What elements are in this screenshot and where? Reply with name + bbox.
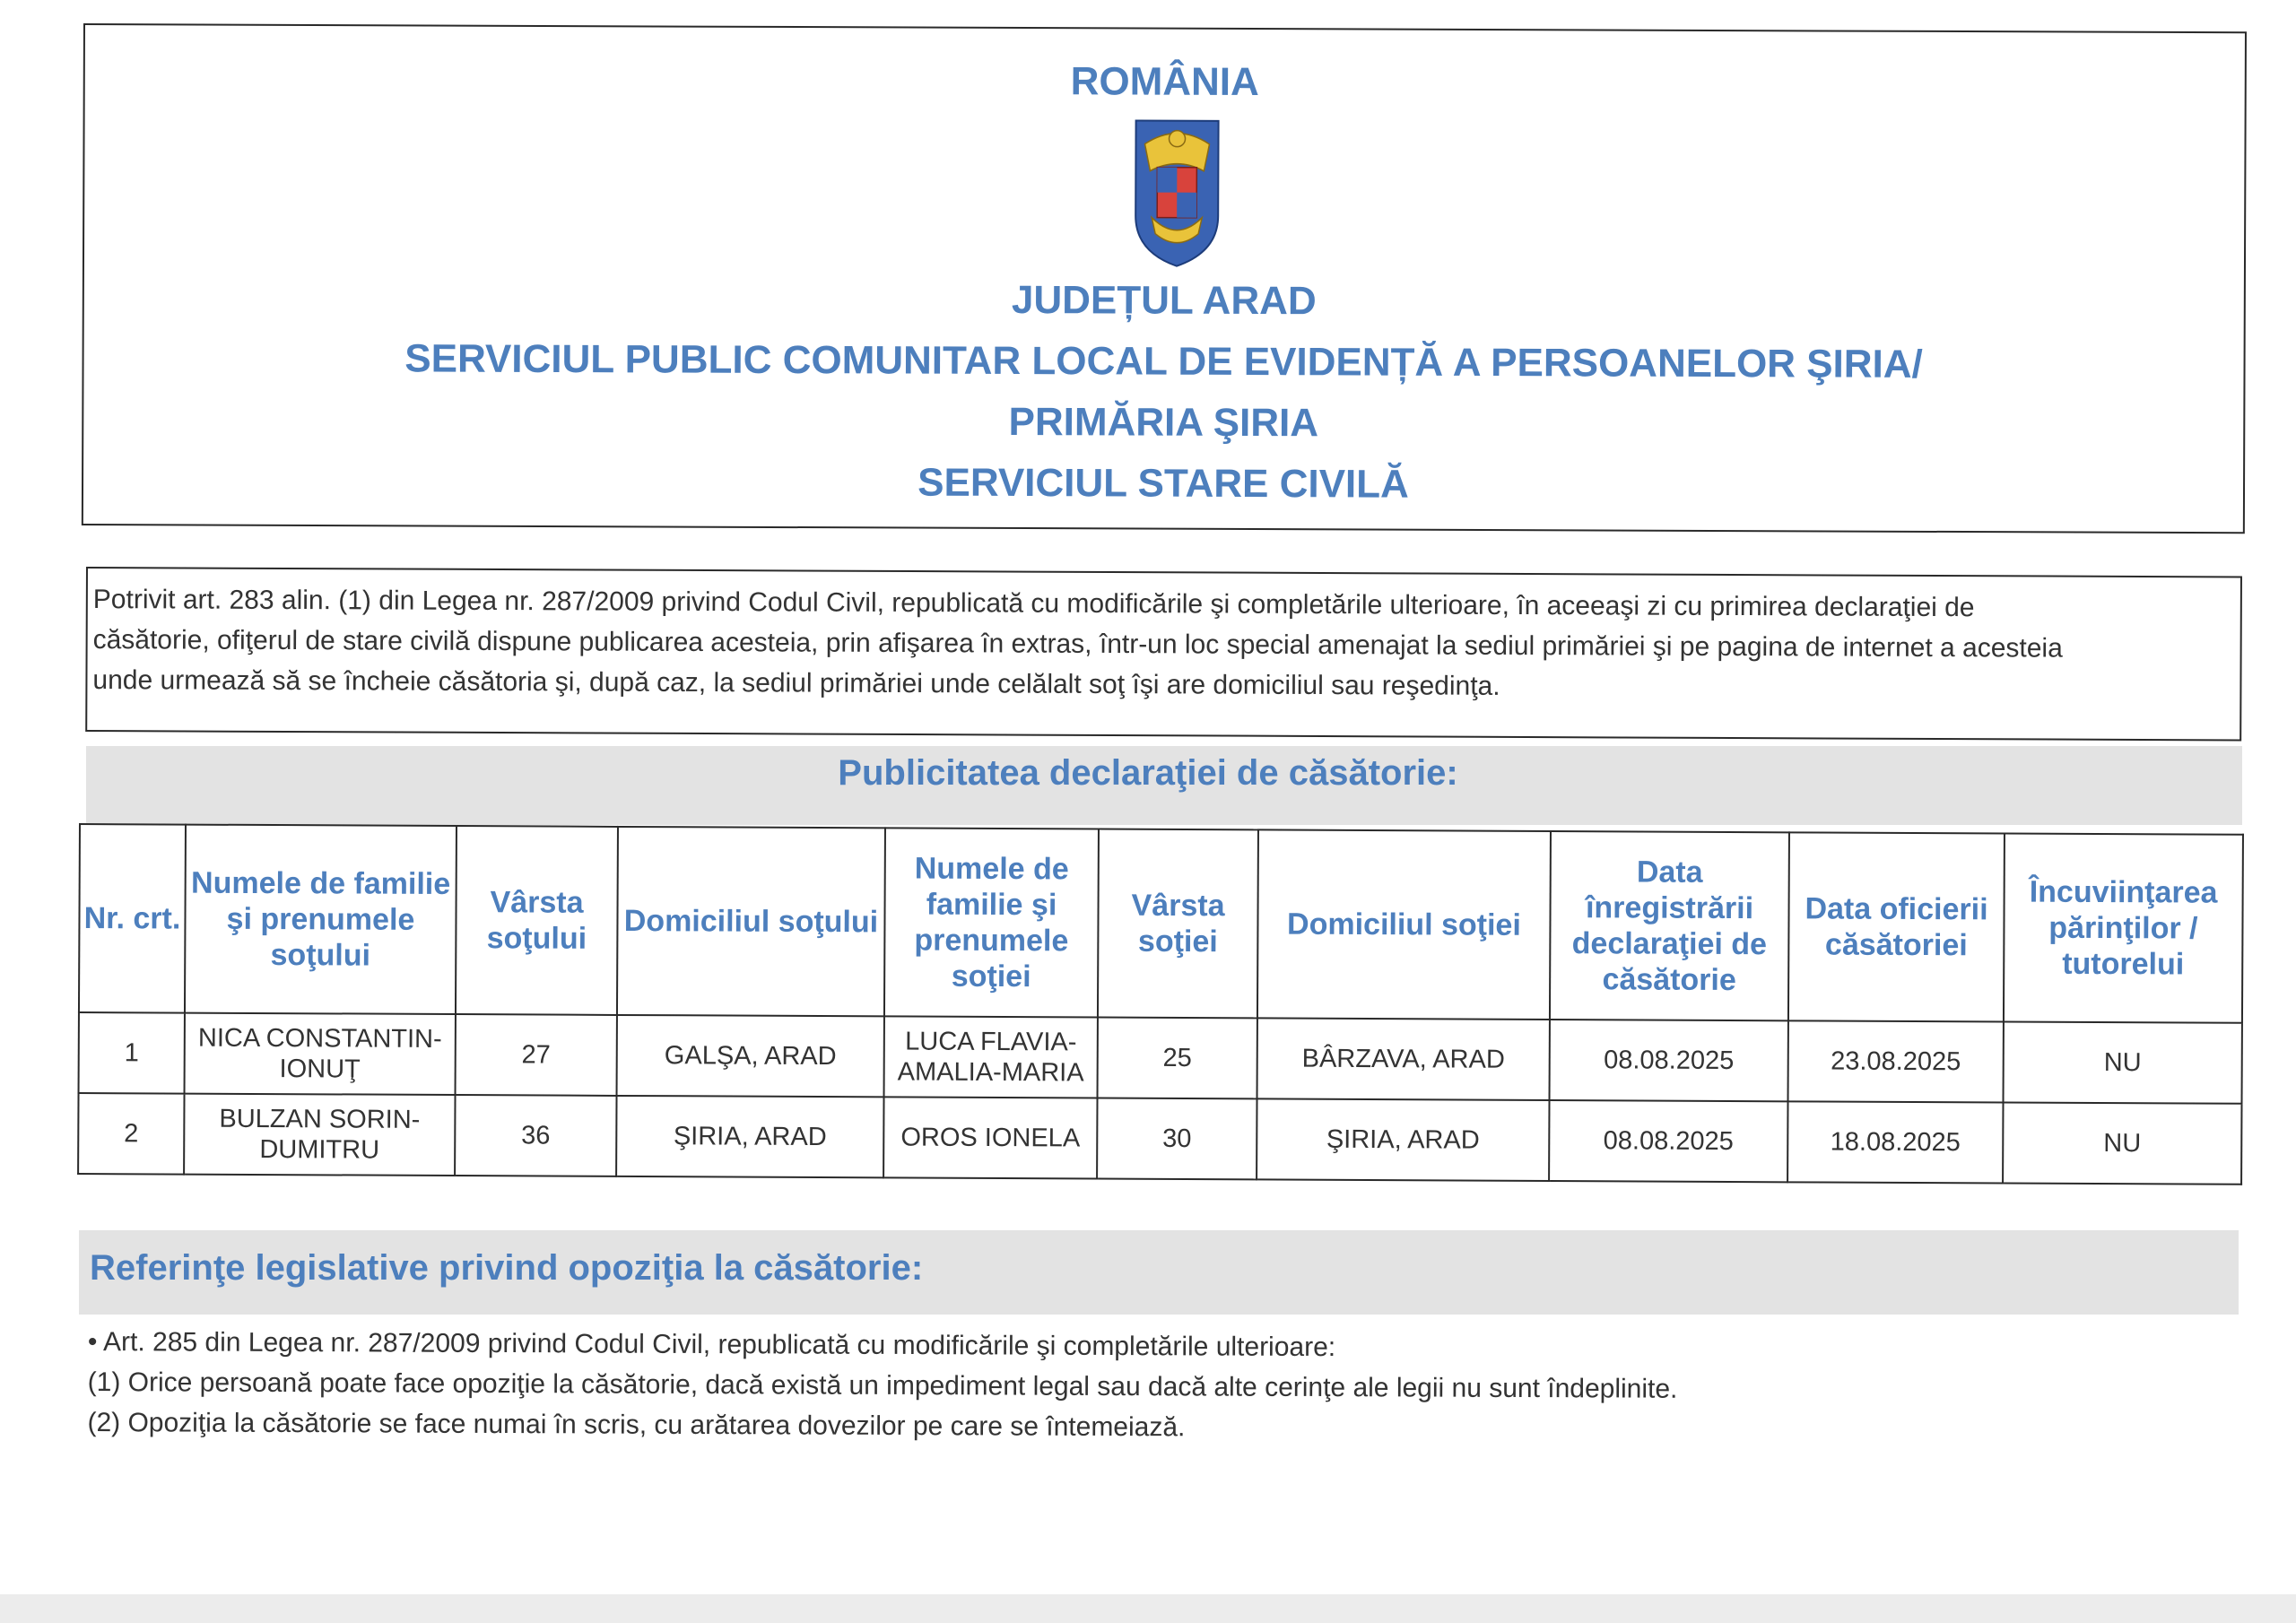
cell-husband-name: BULZAN SORIN-DUMITRU bbox=[184, 1094, 455, 1176]
header-wife-name: Numele de familie şi prenumele soţiei bbox=[884, 828, 1099, 1017]
cell-ceremony-date: 18.08.2025 bbox=[1787, 1101, 2003, 1183]
references-title: Referinţe legislative privind opoziţia la căsătorie: bbox=[90, 1248, 924, 1288]
header-box bbox=[82, 23, 2247, 534]
header-nr: Nr. crt. bbox=[79, 824, 186, 1013]
header-registration-date: Data înregistrării declaraţiei de căsătorie bbox=[1550, 831, 1789, 1020]
county-title: JUDEȚUL ARAD bbox=[1011, 277, 1317, 324]
cell-registration-date: 08.08.2025 bbox=[1549, 1100, 1787, 1182]
header-parental-consent: Încuviinţarea părinţilor / tutorelui bbox=[2004, 833, 2243, 1022]
coat-of-arms-icon bbox=[1132, 117, 1222, 269]
header-wife-age: Vârsta soţiei bbox=[1098, 829, 1258, 1019]
references-body bbox=[87, 1322, 2151, 1452]
cell-wife-age: 25 bbox=[1098, 1018, 1257, 1099]
cell-husband-age: 36 bbox=[455, 1095, 616, 1176]
cell-wife-age: 30 bbox=[1097, 1098, 1257, 1180]
references-item-1: (1) Orice persoană poate face opoziţie la căsătorie, dacă există un impediment legal sau dacă alte cerinţe ale legii nu sunt îndeplinite. bbox=[87, 1367, 1678, 1404]
service-title-line1: SERVICIUL PUBLIC COMUNITAR LOCAL DE EVIDENȚĂ A PERSOANELOR ŞIRIA/ bbox=[404, 336, 1923, 386]
cell-husband-address: ŞIRIA, ARAD bbox=[616, 1096, 883, 1177]
table-row bbox=[78, 1093, 2241, 1185]
cell-husband-name: NICA CONSTANTIN-IONUŢ bbox=[185, 1013, 456, 1095]
references-bullet: • Art. 285 din Legea nr. 287/2009 privind Codul Civil, republicată cu modificările şi completările ulterioare: bbox=[87, 1327, 1336, 1363]
legal-intro-paragraph bbox=[85, 567, 2242, 741]
cell-husband-age: 27 bbox=[456, 1014, 617, 1096]
header-ceremony-date: Data oficierii căsătoriei bbox=[1788, 832, 2005, 1021]
service-title-line2: PRIMĂRIA ŞIRIA bbox=[1008, 399, 1319, 446]
section-title: Publicitatea declaraţiei de căsătorie: bbox=[838, 753, 1458, 793]
cell-wife-address: BÂRZAVA, ARAD bbox=[1257, 1018, 1550, 1100]
cell-husband-address: GALŞA, ARAD bbox=[617, 1015, 884, 1097]
table-header-row bbox=[79, 824, 2243, 1023]
intro-line-1: Potrivit art. 283 alin. (1) din Legea nr. 287/2009 privind Codul Civil, republicată cu modificările şi completările ulterioare, în aceeaşi zi cu primirea declaraţiei de bbox=[92, 585, 1975, 623]
header-husband-age: Vârsta soţului bbox=[456, 826, 618, 1015]
cell-parental-consent: NU bbox=[2003, 1102, 2241, 1184]
header-wife-address: Domiciliul soţiei bbox=[1257, 829, 1551, 1020]
intro-line-3: unde urmează să se încheie căsătoria şi, după caz, la sediul primăriei unde celălalt soţ îşi are domiciliul sau reşedinţa. bbox=[92, 665, 1500, 701]
cell-wife-address: ŞIRIA, ARAD bbox=[1257, 1098, 1549, 1181]
scan-edge-strip bbox=[0, 1594, 2296, 1623]
cell-wife-name: LUCA FLAVIA-AMALIA-MARIA bbox=[884, 1016, 1098, 1098]
cell-registration-date: 08.08.2025 bbox=[1550, 1020, 1788, 1101]
references-item-2: (2) Opoziţia la căsătorie se face numai în scris, cu arătarea dovezilor pe care se întemeiază. bbox=[87, 1407, 1186, 1443]
cell-nr: 1 bbox=[79, 1012, 185, 1094]
cell-parental-consent: NU bbox=[2004, 1021, 2242, 1103]
cell-wife-name: OROS IONELA bbox=[883, 1097, 1097, 1178]
service-title-line3: SERVICIUL STARE CIVILĂ bbox=[918, 460, 1409, 507]
header-husband-name: Numele de familie şi prenumele soţului bbox=[185, 825, 457, 1014]
table-row bbox=[79, 1012, 2242, 1104]
intro-line-2: căsătorie, ofiţerul de stare civilă dispune publicarea acesteia, prin afişarea în extras, într-un loc special amenajat la sediul primăriei şi pe pagina de internet a acesteia bbox=[92, 625, 2063, 664]
marriage-declarations-table bbox=[77, 823, 2242, 1185]
country-title: ROMÂNIA bbox=[1070, 59, 1259, 105]
cell-ceremony-date: 23.08.2025 bbox=[1788, 1020, 2004, 1102]
header-husband-address: Domiciliul soţului bbox=[617, 827, 885, 1016]
cell-nr: 2 bbox=[78, 1093, 184, 1175]
